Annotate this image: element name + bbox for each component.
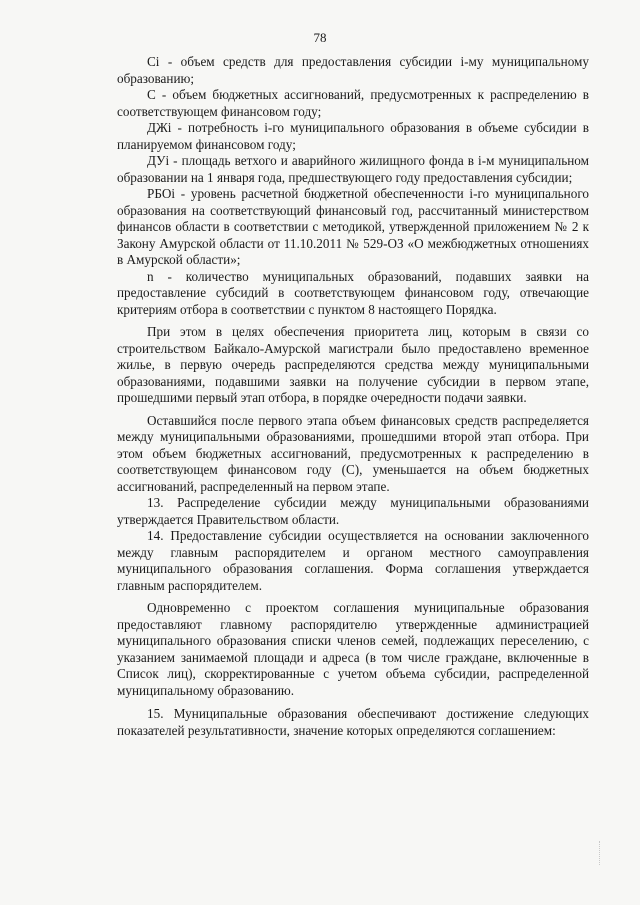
- paragraph-item-13: 13. Распределение субсидии между муниципальными образованиями утверждается Правительством области.: [117, 495, 589, 527]
- paragraph-item-14: 14. Предоставление субсидии осуществляется на основании заключенного между главным распорядителем и органом местного самоуправления муниципального образования соглашения. Форма соглашения утверждается главным распорядителем.: [117, 528, 589, 593]
- document-body: [117, 54, 589, 739]
- paragraph-c-definition: С - объем бюджетных ассигнований, предусмотренных к распределению в соответствующем финансовом году;: [117, 87, 589, 119]
- page-number: 78: [313, 30, 327, 45]
- paragraph-rbo-definition: РБОi - уровень расчетной бюджетной обеспеченности i-го муниципального образования на соответствующий финансовый год, рассчитанный министерством финансов области в соответствии с методикой, утвержденной приложением № 2 к Закону Амурской области от 11.10.2011 № 529-ОЗ «О межбюджетных отношениях в Амурской области»;: [117, 186, 589, 267]
- paragraph-remaining-funds: Оставшийся после первого этапа объем финансовых средств распределяется между муниципальными образованиями, прошедшими второй этап отбора. При этом объем бюджетных ассигнований, предусмотренных к распределению в соответствующем финансовом году (С), уменьшается на объем бюджетных ассигнований, распределенный на первом этапе.: [117, 412, 589, 494]
- paragraph-item-15: 15. Муниципальные образования обеспечивают достижение следующих показателей результативности, значение которых определяются соглашением:: [117, 706, 589, 738]
- paragraph-dzh-definition: ДЖi - потребность i-го муниципального образования в объеме субсидии в планируемом финансовом году;: [117, 120, 589, 152]
- paragraph-bam-priority: При этом в целях обеспечения приоритета лиц, которым в связи со строительством Байкало-Амурской магистрали было предоставлено временное жилье, в первую очередь распределяются средства между муниципальными образованиями, подавшими заявки на получение субсидии в первом этапе, прошедшими первый этап отбора, в порядке очередности подачи заявки.: [117, 324, 589, 405]
- paragraph-du-definition: ДУi - площадь ветхого и аварийного жилищного фонда в i-м муниципальном образовании на 1 января года, предшествующего году предоставления субсидии;: [117, 153, 589, 185]
- scan-artifact: [593, 841, 600, 865]
- paragraph-ci-definition: Ci - объем средств для предоставления субсидии i-му муниципальному образованию;: [117, 54, 589, 86]
- paragraph-n-definition: n - количество муниципальных образований, подавших заявки на предоставление субсидий в соответствующем финансовом году, отвечающие критериям отбора в соответствии с пунктом 8 настоящего Порядка.: [117, 268, 589, 317]
- paragraph-lists-of-families: Одновременно с проектом соглашения муниципальные образования предоставляют главному распорядителю утвержденные администрацией муниципального образования списки членов семей, подлежащих переселению, с указанием занимаемой площади и адреса (в том числе граждане, включенные в Список лиц), скорректированные с учетом объема субсидии, распределенной муниципальному образованию.: [117, 600, 589, 698]
